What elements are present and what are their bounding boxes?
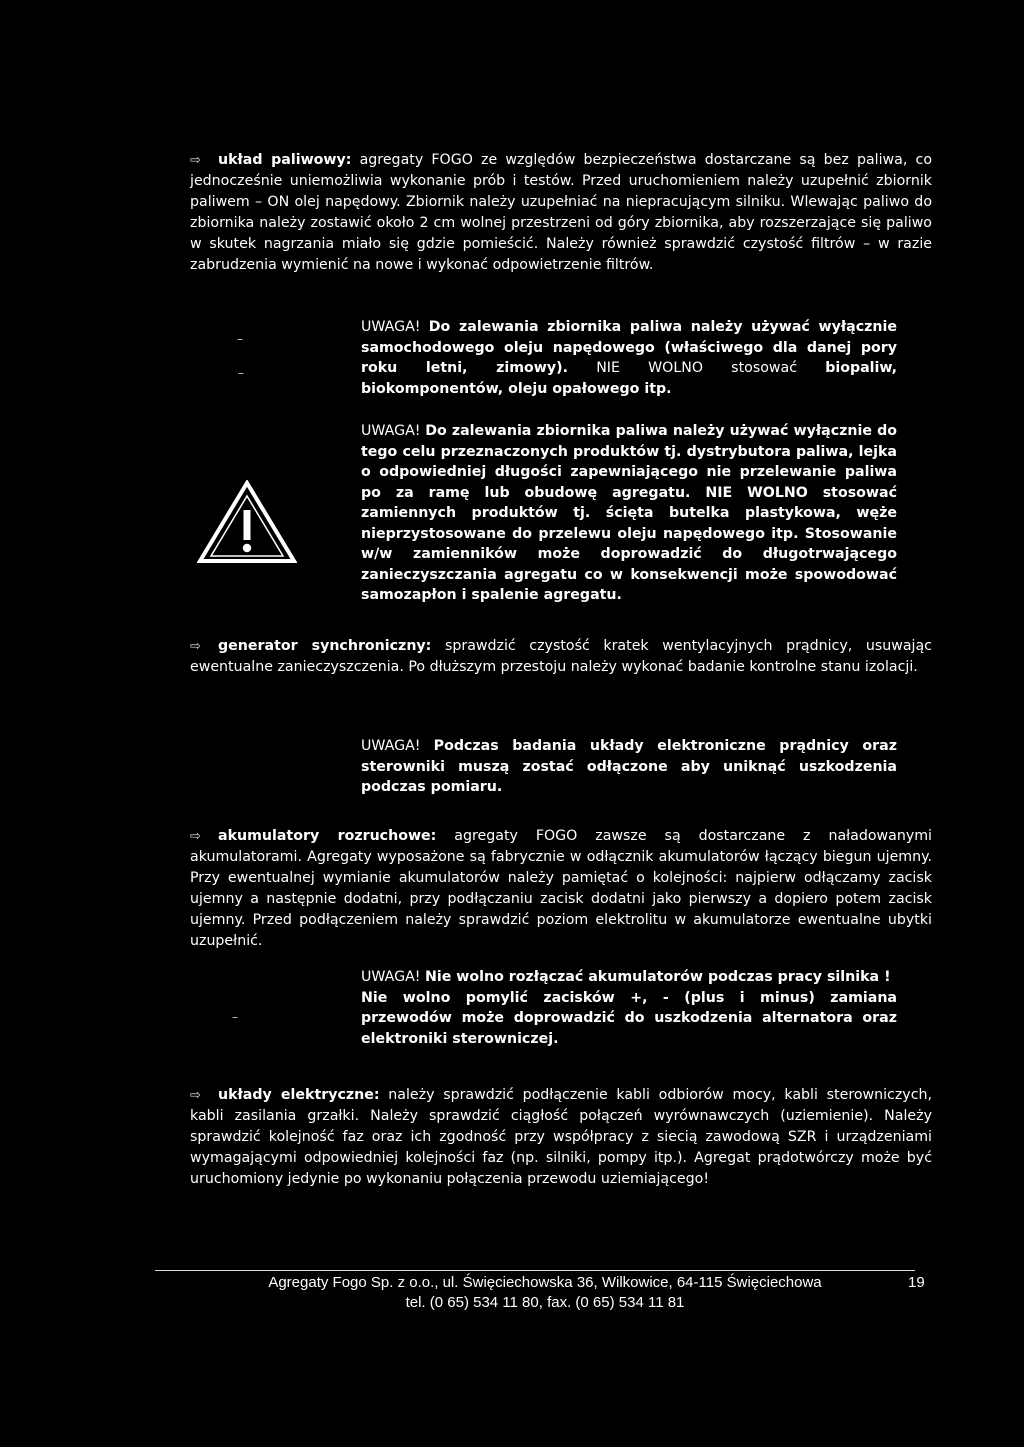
note-warning-3 xyxy=(361,736,897,798)
arrow-bullet-icon: ⇨ xyxy=(190,1088,201,1103)
section-text: należy sprawdzić podłączenie kabli odbiorów mocy, kabli sterowniczych, kabli zasilania grzałki. Należy sprawdzić ciągłość połączeń wyrównawczych (uziemienie). Należy sprawdzić kolejność faz oraz ich zgodność przy współpracy z siecią zawodową SZR i urządzeniami wymagającymi odpowiedniej kolejności faz (np. silniki, pompy itp.). Agregat prądotwórczy może być uruchomiony jedynie po wykonaniu połączenia przewodu uziemiającego! xyxy=(190,1087,933,1187)
note-label: UWAGA! xyxy=(361,969,421,985)
section-text: agregaty FOGO zawsze są dostarczane z naładowanymi akumulatorami. Agregaty wyposażone są fabrycznie w odłącznik akumulatorów łączący biegun ujemny. Przy ewentualnej wymianie akumulatorów należy pamiętać o kolejności: najpierw odłączamy zacisk ujemny a następnie dodatni, przy podłączaniu zacisk dodatni jako pierwszy a dopiero potem zacisk ujemny. Przed podłączeniem należy sprawdzić poziom elektrolitu w akumulatorze ewentualne ubytki uzupełnić. xyxy=(190,828,932,949)
note-warning-2 xyxy=(361,421,897,606)
note-text: biopaliw, biokomponentów, oleju opałowego itp. xyxy=(361,360,897,397)
section-term: generator synchroniczny: xyxy=(218,638,432,654)
warning-triangle-icon xyxy=(197,480,297,564)
note-warning-1 xyxy=(361,317,897,399)
arrow-bullet-icon: ⇨ xyxy=(190,829,201,844)
note-warning-4 xyxy=(361,967,897,1049)
margin-mark: – xyxy=(237,332,243,346)
footer-divider xyxy=(155,1270,915,1271)
arrow-bullet-icon: ⇨ xyxy=(190,153,201,168)
page-number: 19 xyxy=(908,1274,925,1291)
footer-contact: tel. (0 65) 534 11 80, fax. (0 65) 534 11 81 xyxy=(405,1294,685,1311)
arrow-bullet-icon: ⇨ xyxy=(190,639,201,654)
note-text-plain: NIE WOLNO stosować xyxy=(596,360,797,376)
section-fuel xyxy=(190,150,932,276)
note-text: Nie wolno rozłączać akumulatorów podczas pracy silnika ! xyxy=(425,969,891,985)
note-text: Do zalewania zbiornika paliwa należy używać wyłącznie samochodowego oleju napędowego (właściwego dla danej pory roku letni, zimowy). xyxy=(361,319,897,376)
section-generator xyxy=(190,636,932,678)
section-electrical xyxy=(190,1085,932,1190)
margin-mark: – xyxy=(232,1010,238,1024)
section-text: sprawdzić czystość kratek wentylacyjnych prądnicy, usuwając ewentualne zanieczyszczenia. Po dłuższym przestoju należy wykonać badanie kontrolne stanu izolacji. xyxy=(190,638,932,675)
section-term: układ paliwowy: xyxy=(218,152,352,168)
section-text: agregaty FOGO ze względów bezpieczeństwa dostarczane są bez paliwa, co jednocześnie uniemożliwia wykonanie prób i testów. Przed uruchomieniem należy uzupełnić zbiornik paliwem – ON olej napędowy. Zbiornik należy uzupełniać na niepracującym silniku. Wlewając paliwo do zbiornika należy zostawić około 2 cm wolnej przestrzeni od góry zbiornika, aby rozszerzające się paliwo w skutek nagrzania miało się gdzie pomieścić. Należy również sprawdzić czystość filtrów – w razie zabrudzenia wymienić na nowe i wykonać odpowietrzenie filtrów. xyxy=(190,152,932,273)
note-text: Nie wolno pomylić zacisków +, - (plus i minus) zamiana przewodów może doprowadzić do uszkodzenia alternatora oraz elektroniki sterowniczej. xyxy=(361,989,897,1047)
note-label: UWAGA! xyxy=(361,738,421,754)
margin-mark: – xyxy=(238,366,244,380)
section-batteries xyxy=(190,826,932,952)
section-term: układy elektryczne: xyxy=(218,1087,380,1103)
note-text: Podczas badania układy elektroniczne prądnicy oraz sterowniki muszą zostać odłączone aby uniknąć uszkodzenia podczas pomiaru. xyxy=(361,738,897,795)
note-text: Do zalewania zbiornika paliwa należy używać wyłącznie do tego celu przeznaczonych produktów tj. dystrybutora paliwa, lejka o odpowiedniej długości zapewniającego nie przelewanie paliwa po za ramę lub obudowę agregatu. NIE WOLNO stosować zamiennych produktów tj. ścięta butelka plastykowa, węże nieprzystosowane do przelewu oleju napędowego itp. Stosowanie w/w zamienników może doprowadzić do długotrwającego zanieczyszczania agregatu co w konsekwencji może spowodować samozapłon i spalenie agregatu. xyxy=(361,423,897,603)
footer-address: Agregaty Fogo Sp. z o.o., ul. Święciechowska 36, Wilkowice, 64-115 Święciechowa xyxy=(268,1274,822,1291)
note-label: UWAGA! xyxy=(361,423,421,439)
section-term: akumulatory rozruchowe: xyxy=(218,828,437,844)
note-label: UWAGA! xyxy=(361,319,421,335)
